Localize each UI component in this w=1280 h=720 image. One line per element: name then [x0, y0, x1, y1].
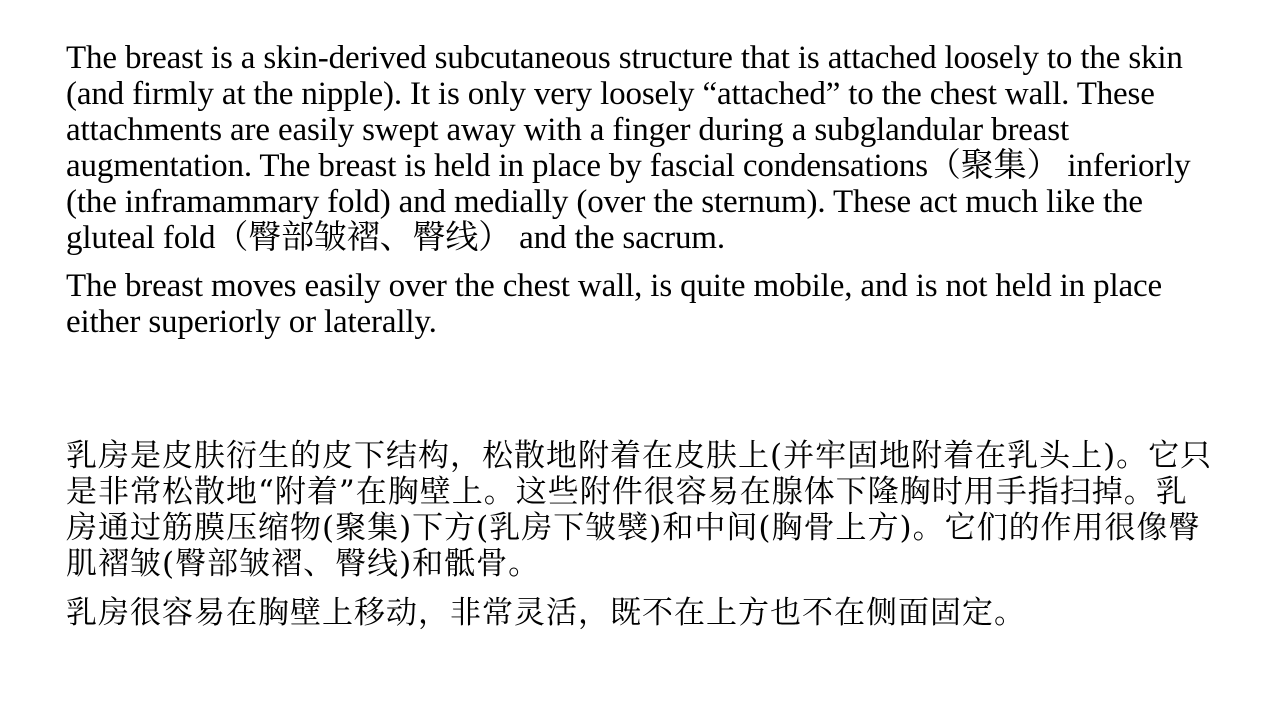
- chinese-paragraph-1: 乳房是皮肤衍生的皮下结构，松散地附着在皮肤上(并牢固地附着在乳头上)。它只是非常松散地“附着”在胸壁上。这些附件很容易在腺体下隆胸时用手指扫掉。乳房通过筋膜压缩物(聚集)下方(乳房下皱襞)和中间(胸骨上方)。它们的作用很像臀肌褶皱(臀部皱褶、臀线)和骶骨。: [66, 438, 1213, 582]
- chinese-paragraph-2: 乳房很容易在胸壁上移动，非常灵活，既不在上方也不在侧面固定。: [66, 595, 1026, 631]
- chinese-text-block: [66, 438, 1216, 631]
- english-paragraph-2: The breast moves easily over the chest wall, is quite mobile, and is not held in place either superiorly or laterally.: [66, 268, 1162, 340]
- english-text-block: [66, 40, 1206, 340]
- english-paragraph-1: The breast is a skin-derived subcutaneous structure that is attached loosely to the skin (and firmly at the nipple). It is only very loosely “attached” to the chest wall. These attachments are easily swept away with a finger during a subglandular breast augmentation. The breast is held in place by fascial condensations（聚集） inferiorly (the inframammary fold) and medially (over the sternum). These act much like the gluteal fold（臀部皱褶、臀线） and the sacrum.: [66, 40, 1191, 256]
